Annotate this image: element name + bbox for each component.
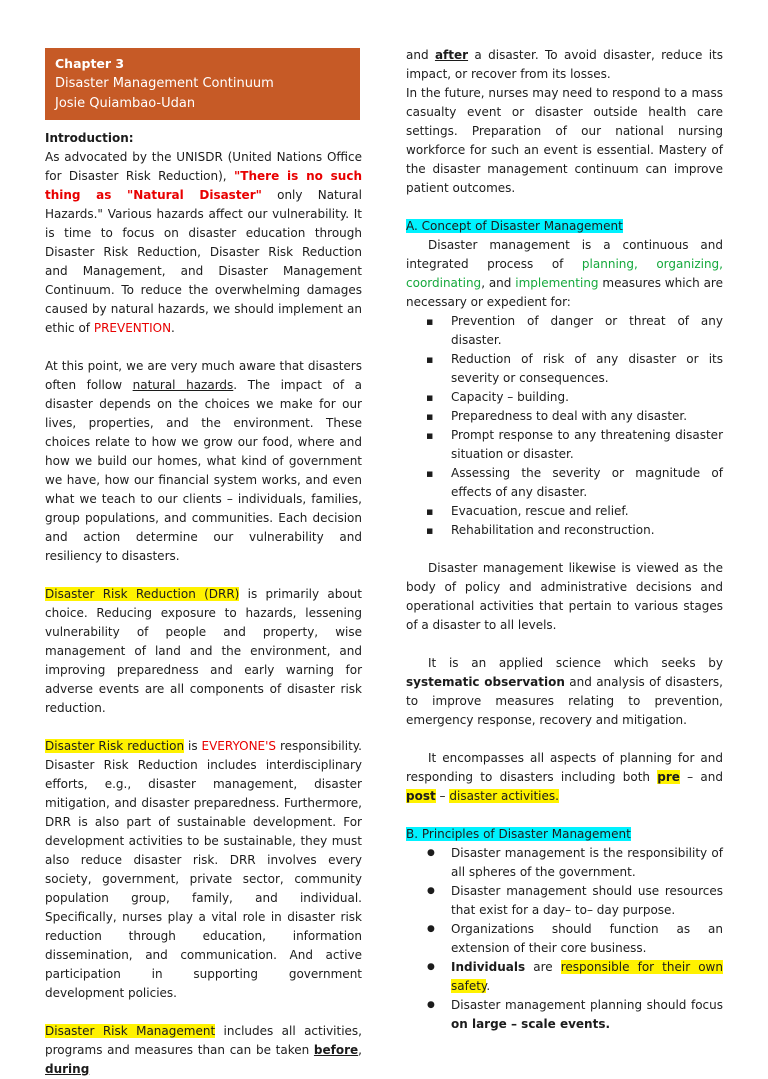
drr-lower-term: Disaster Risk reduction [45, 739, 185, 753]
left-column [45, 129, 362, 1079]
principles-list [406, 844, 723, 1034]
natural-hazards-term: natural hazards [132, 378, 234, 392]
list-item: ▪ Reduction of risk of any disaster or its severity or consequences. [406, 350, 723, 388]
intro-quote: "There is no such thing as "Natural Disaster" [45, 169, 362, 202]
body-of-policy-paragraph: Disaster management likewise is viewed as the body of policy and administrative decisions and operational activities that pertain to various stages of a disaster to all levels. [406, 561, 723, 632]
concept-paragraph [406, 236, 723, 312]
cont-text: a disaster. To avoid disaster, reduce its impact, or recover from its losses. [406, 48, 724, 81]
concept-list [406, 312, 723, 540]
concept-text-a: Disaster management is a continuous and integrated process of [406, 238, 723, 271]
right-column [406, 46, 723, 1034]
concept-text-b: , and [481, 276, 516, 290]
list-item: ▪ Capacity – building. [406, 388, 723, 407]
section-b-heading: B. Principles of Disaster Management [406, 827, 631, 841]
drr-paragraph [45, 585, 362, 718]
responsibility-paragraph [45, 737, 362, 1003]
p4-is: is [184, 739, 202, 753]
item5-text: Disaster management planning should focus [451, 998, 723, 1012]
planning-terms: planning, organizing, coordinating [406, 257, 723, 290]
encompasses-paragraph [406, 749, 723, 806]
pre-term: pre [657, 770, 680, 784]
vulnerability-paragraph [45, 357, 362, 566]
section-a-heading-line [406, 217, 723, 236]
intro-text-end: . [171, 321, 175, 335]
after-term: after [434, 48, 469, 62]
drm-paragraph [45, 1022, 362, 1079]
nurses-paragraph: In the future, nurses may need to respond to a mass casualty event or disaster outside health care settings. Preparation of our national nursing workforce for such an event is essential. Mastery of the disaster management continuum can improve patient outcomes. [406, 86, 723, 195]
list-item: ▪ Rehabilitation and reconstruction. [406, 521, 723, 540]
everyone-term: EVERYONE'S [201, 739, 277, 753]
list-item: ● Organizations should function as an extension of their core business. [406, 920, 723, 958]
chapter-banner [45, 48, 360, 120]
chapter-number: Chapter 3 [55, 56, 125, 71]
drm-term: Disaster Risk Management [45, 1024, 216, 1038]
section-a-heading: A. Concept of Disaster Management [406, 219, 623, 233]
encompass-mid: – and [679, 770, 723, 784]
chapter-title: Disaster Management Continuum [55, 76, 274, 91]
science-text-a: It is an applied science which seeks by [428, 656, 723, 670]
item4-are: are [525, 960, 561, 974]
intro-paragraph [45, 148, 362, 338]
science-text-b: and analysis of disasters, to improve measures relating to prevention, emergency response, recovery and mitigation. [406, 675, 723, 727]
p3-text: is primarily about choice. Reducing exposure to hazards, lessening vulnerability of people and property, wise management of land and the environment, and improving preparedness and early warning for adverse events are all components of disaster risk reduction. [45, 587, 362, 715]
list-item: ▪ Prevention of danger or threat of any disaster. [406, 312, 723, 350]
p5-comma: , [358, 1043, 362, 1057]
p2-text-b: . The impact of a disaster depends on the choices we make for our lives, properties, and the environment. These choices relate to how we grow our food, where and how we build our homes, what kind of government we have, how our financial system works, and even what we teach to our clients – individuals, families, group populations, and communities. Each decision and action determine our vulnerability and resiliency to disasters. [45, 378, 362, 563]
implementing-term: implementing [515, 276, 599, 290]
applied-science-paragraph [406, 654, 723, 730]
responsible-term: responsible for their own [560, 960, 723, 974]
individuals-term: Individuals [451, 960, 526, 974]
list-item: ▪ Preparedness to deal with any disaster. [406, 407, 723, 426]
p2-text-a: At this point, we are very much aware that disasters often follow [45, 359, 362, 392]
intro-text-a: As advocated by the UNISDR (United Nations Office for Disaster Risk Reduction), [45, 150, 362, 183]
section-b-heading-line [406, 825, 723, 844]
cont-and: and [406, 48, 435, 62]
during-term: during [45, 1062, 90, 1076]
disaster-activities-term: disaster activities. [449, 789, 559, 803]
item4-end: . [486, 979, 491, 993]
before-term: before [313, 1043, 359, 1057]
safety-term: safety [451, 979, 487, 993]
intro-heading: Introduction: [45, 131, 134, 145]
encompass-text-a: It encompasses all aspects of planning for and responding to disasters including both [406, 751, 723, 784]
list-item: ▪ Assessing the severity or magnitude of effects of any disaster. [406, 464, 723, 502]
post-term: post [406, 789, 436, 803]
list-item [406, 958, 723, 996]
concept-text-c: measures which are necessary or expedient for: [406, 276, 723, 309]
list-item: ● Disaster management should use resources that exist for a day– to– day purpose. [406, 882, 723, 920]
encompass-dash: – [435, 789, 446, 803]
list-item: ▪ Prompt response to any threatening disaster situation or disaster. [406, 426, 723, 464]
chapter-author: Josie Quiambao-Udan [55, 96, 196, 111]
list-item: ▪ Evacuation, rescue and relief. [406, 502, 723, 521]
p5-text: includes all activities, programs and measures than can be taken [45, 1024, 362, 1057]
intro-text-b: only Natural Hazards." Various hazards affect our vulnerability. It is time to focus on disaster education through Disaster Risk Reduction, Disaster Risk Reduction and Management, and Disaster Management Continuum. To reduce the overwhelming damages caused by natural hazards, we should implement an ethic of [45, 188, 362, 335]
list-item: ● Disaster management is the responsibility of all spheres of the government. [406, 844, 723, 882]
list-item [406, 996, 723, 1034]
continuation-paragraph [406, 46, 723, 84]
prevention-term: PREVENTION [93, 321, 172, 335]
drr-term: Disaster Risk Reduction (DRR) [45, 587, 240, 601]
large-scale-term: on large – scale events. [451, 1017, 611, 1031]
p4-text: responsibility. Disaster Risk Reduction includes interdisciplinary efforts, e.g., disaster management, disaster mitigation, and disaster preparedness. Furthermore, DRR is also part of sustainable development. For development activities to be sustainable, they must also reduce disaster risk. DRR involves every society, government, private sector, community population group, family, and individual. Specifically, nurses play a vital role in disaster risk reduction through education, information dissemination, and communication. And active participation in supporting government development policies. [45, 739, 362, 1000]
systematic-observation-term: systematic observation [406, 675, 565, 689]
